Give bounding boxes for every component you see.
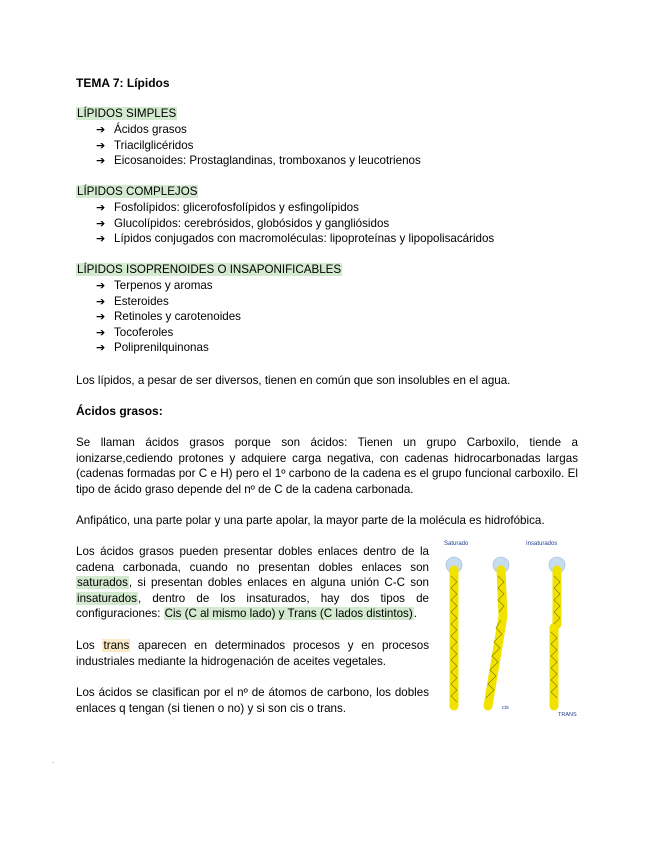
- arrow-icon: ➔: [96, 216, 106, 230]
- section-heading-simples: LÍPIDOS SIMPLES: [77, 107, 177, 120]
- figure-label-insaturados: Insaturados: [526, 541, 558, 547]
- list-item: ➔ Ácidos grasos: [96, 123, 187, 136]
- figure-label-trans: TRANS: [558, 712, 577, 718]
- arrow-icon: ➔: [96, 138, 106, 152]
- arrow-icon: ➔: [96, 201, 106, 214]
- list-isoprenoides: [96, 278, 241, 356]
- cis-fatty-acid: [486, 557, 509, 711]
- list-complejos: [96, 200, 494, 247]
- list-item: ➔ Terpenos y aromas: [96, 279, 213, 292]
- list-item: ➔ Fosfolípidos: glicerofosfolípidos y esfingolípidos: [96, 201, 359, 214]
- section-heading-complejos: LÍPIDOS COMPLEJOS: [77, 185, 198, 198]
- list-item: ➔ Eicosanoides: Prostaglandinas, tromboxanos y leucotrienos: [96, 154, 421, 168]
- paragraph-dobles-enlaces: Los ácidos grasos pueden presentar dobles enlaces dentro de la cadena carbonada, cuando no presentan dobles enlaces son saturados, si presentan dobles enlaces en alguna unión C-C son insaturados, dentro de los insaturados, hay dos tipos de configuraciones: Cis (C al mismo lado) y Trans (C lados distintos).: [76, 545, 429, 621]
- arrow-icon: ➔: [96, 123, 106, 136]
- arrow-icon: ➔: [96, 294, 106, 308]
- list-item: ➔ Glucolípidos: cerebrósidos, globósidos y gangliósidos: [96, 216, 390, 230]
- footer-dot: .: [52, 756, 55, 765]
- paragraph-clasificacion: Los ácidos se clasifican por el nº de átomos de carbono, los dobles enlaces q tengan (si tienen o no) y si son cis o trans.: [76, 686, 429, 715]
- arrow-icon: ➔: [96, 232, 106, 246]
- list-item: ➔ Esteroides: [96, 294, 169, 308]
- fatty-acid-figure: [438, 536, 588, 720]
- highlight-saturados: saturados: [77, 576, 128, 590]
- arrow-icon: ➔: [96, 154, 106, 168]
- highlight-trans: trans: [103, 639, 130, 652]
- page-title: TEMA 7: Lípidos: [76, 76, 170, 90]
- insoluble-text: Los lípidos, a pesar de ser diversos, tienen en común que son insolubles en el agua.: [76, 374, 511, 387]
- arrow-icon: ➔: [96, 341, 106, 355]
- paragraph-anfipatico: Anfipático, una parte polar y una parte apolar, la mayor parte de la molécula es hidrofóbica.: [76, 514, 545, 527]
- arrow-icon: ➔: [96, 279, 106, 292]
- arrow-icon: ➔: [96, 310, 106, 324]
- list-item: ➔ Retinoles y carotenoides: [96, 310, 241, 324]
- list-item: ➔ Poliprenilquinonas: [96, 341, 209, 355]
- figure-label-cis: cis: [502, 705, 509, 711]
- highlight-cis-trans: Cis (C al mismo lado) y Trans (C lados distintos): [164, 607, 413, 621]
- list-item: ➔ Lípidos conjugados con macromoléculas: lipoproteínas y lipopolisacáridos: [96, 232, 495, 246]
- highlight-insaturados: insaturados: [77, 591, 137, 605]
- list-simples: [96, 122, 421, 169]
- fatty-acids-heading: Ácidos grasos:: [76, 404, 163, 418]
- list-item: ➔ Tocoferoles: [96, 325, 174, 339]
- list-item: ➔ Triacilglicéridos: [96, 138, 194, 152]
- arrow-icon: ➔: [96, 325, 106, 339]
- paragraph-definition: Se llaman ácidos grasos porque son ácidos: Tienen un grupo Carboxilo, tiende a ionizarse,cediendo protones y adquiere carga negativa, con cadenas hidrocarbonadas largas (cadenas formadas por C e H) pero el 1º carbono de la cadena es el grupo funcional carboxilo. El tipo de ácido graso depende del nº de C de la cadena carbonada.: [76, 436, 578, 496]
- figure-label-saturado: Saturado: [444, 541, 469, 547]
- trans-fatty-acid: [549, 557, 577, 718]
- paragraph-trans: Los trans aparecen en determinados procesos y en procesos industriales mediante la hidrogenación de aceites vegetales.: [76, 639, 429, 668]
- saturated-fatty-acid: [446, 557, 462, 706]
- section-heading-isoprenoides: LÍPIDOS ISOPRENOIDES O INSAPONIFICABLES: [77, 263, 342, 276]
